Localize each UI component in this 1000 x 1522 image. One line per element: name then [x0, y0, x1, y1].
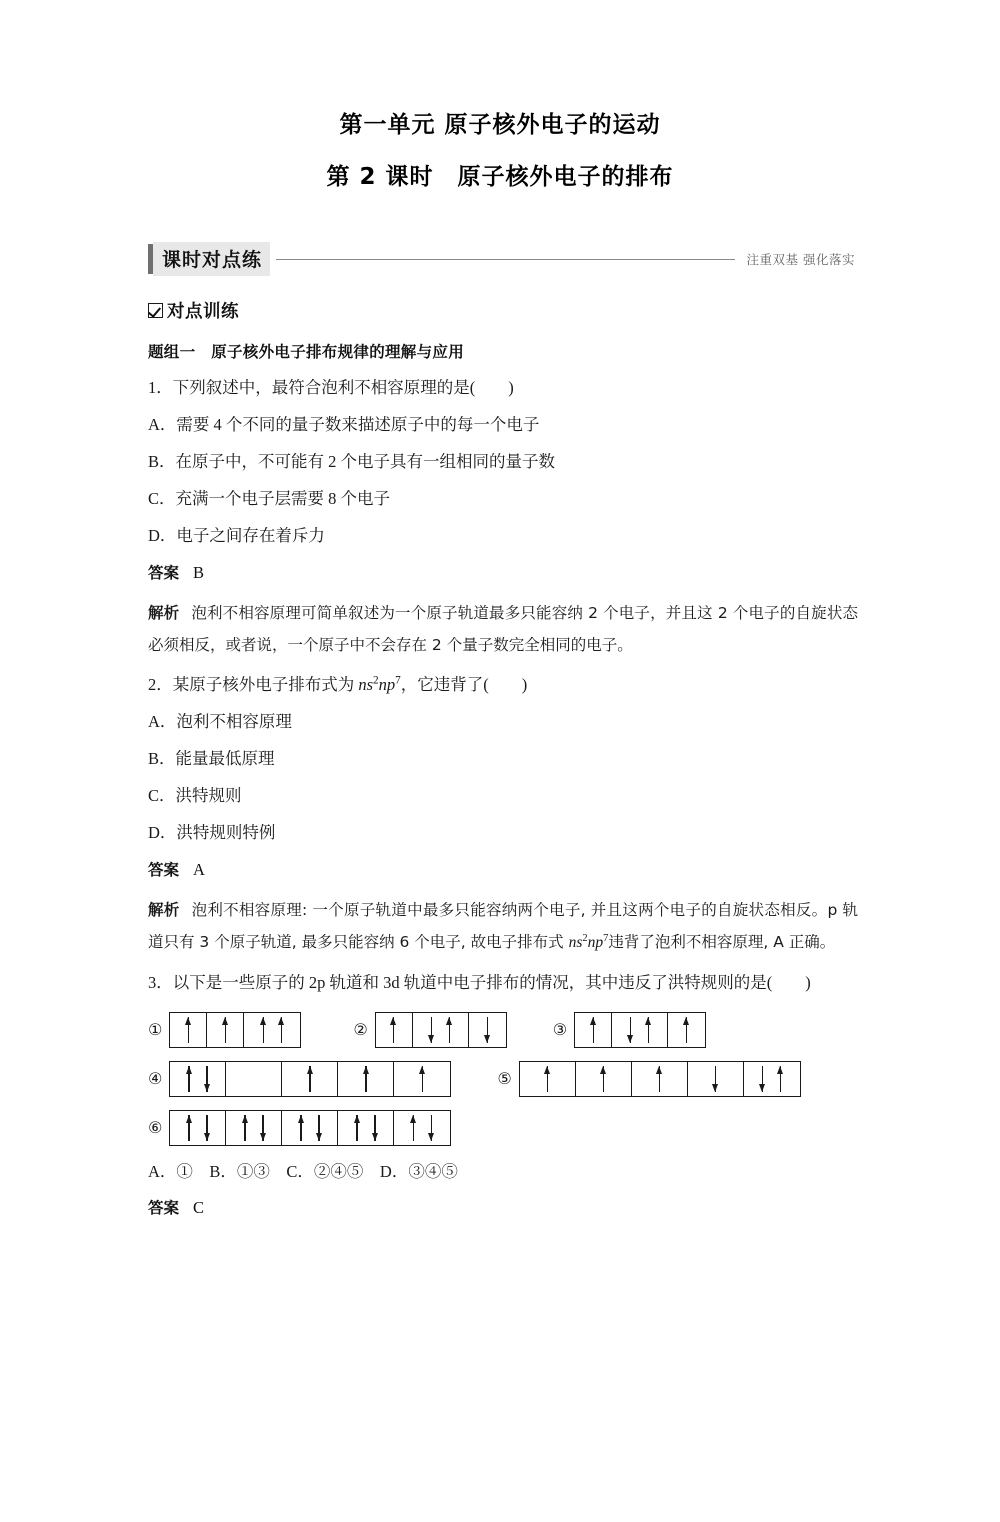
spin-down-arrow-icon — [711, 1066, 720, 1092]
page-title-block — [0, 108, 1000, 194]
checked-box-icon — [148, 303, 163, 318]
spin-down-arrow-icon — [314, 1115, 323, 1141]
answer-label: 答案 — [148, 564, 180, 583]
orbital-box — [469, 1013, 506, 1047]
orbital-box — [520, 1062, 576, 1096]
question-2-answer — [148, 857, 858, 883]
question-2-stem-suffix: ，它违背了( ) — [400, 674, 528, 694]
section-motto: 注重双基 强化落实 — [746, 252, 855, 267]
orbital-box — [170, 1062, 226, 1096]
lesson-title: 第 2 课时 原子核外电子的排布 — [326, 163, 674, 190]
section-title: 课时对点练 — [153, 242, 270, 276]
orbital-diagram-4 — [148, 1061, 451, 1097]
orbital-box — [282, 1111, 338, 1145]
answer-value: B — [193, 563, 205, 583]
question-1-option-b: B．在原子中，不可能有 2 个电子具有一组相同的量子数 — [148, 452, 556, 472]
spin-up-arrow-icon — [277, 1017, 286, 1043]
spin-up-arrow-icon — [599, 1066, 608, 1092]
orbital-diagram-row-3 — [148, 1110, 858, 1146]
question-2 — [148, 672, 858, 960]
orbital-diagram-row-1 — [148, 1012, 858, 1048]
question-2-option-d: D．洪特规则特例 — [148, 823, 276, 843]
orbital-diagram-1-label: ① — [148, 1020, 163, 1039]
orbital-box — [394, 1062, 450, 1096]
orbital-diagram-6-label: ⑥ — [148, 1118, 163, 1137]
orbital-box — [338, 1111, 394, 1145]
answer-label: 答案 — [148, 861, 180, 880]
orbital-box — [576, 1062, 632, 1096]
question-3-answer — [148, 1195, 858, 1221]
spin-down-arrow-icon — [758, 1066, 767, 1092]
question-3 — [148, 970, 858, 1221]
solution-text: 泡利不相容原理可简单叙述为一个原子轨道最多只能容纳 2 个电子，并且这 2 个电子的自旋状态必须相反，或者说，一个原子中不会存在 2 个量子数完全相同的电子。 — [148, 603, 858, 655]
spin-up-arrow-icon — [221, 1017, 230, 1043]
spin-down-arrow-icon — [202, 1066, 211, 1092]
question-1-answer — [148, 560, 858, 586]
spin-down-arrow-icon — [483, 1017, 492, 1043]
orbital-diagram-6 — [148, 1110, 451, 1146]
spin-up-arrow-icon — [184, 1115, 193, 1141]
orbital-box — [413, 1013, 469, 1047]
spin-up-arrow-icon — [305, 1066, 314, 1092]
orbital-boxes-5 — [519, 1061, 801, 1097]
orbital-box — [226, 1111, 282, 1145]
orbital-diagram-5-label: ⑤ — [497, 1069, 512, 1088]
orbital-box — [282, 1062, 338, 1096]
spin-up-arrow-icon — [184, 1066, 193, 1092]
question-3-choices: A．① B．①③ C．②④⑤ D．③④⑤ — [148, 1161, 458, 1181]
orbital-diagram-area — [148, 1012, 858, 1146]
orbital-box — [207, 1013, 244, 1047]
orbital-box — [612, 1013, 668, 1047]
solution-electron-configuration: $ns^2np^7$ — [568, 933, 609, 952]
question-2-stem — [148, 672, 858, 698]
spin-down-arrow-icon — [202, 1115, 211, 1141]
worksheet-page — [0, 108, 1000, 1522]
question-1-stem: 1．下列叙述中，最符合泡利不相容原理的是( ) — [148, 378, 514, 397]
orbital-diagram-3-label: ③ — [552, 1020, 568, 1039]
spin-up-arrow-icon — [361, 1066, 370, 1092]
orbital-box — [394, 1111, 450, 1145]
orbital-box — [338, 1062, 394, 1096]
subsection-label: 对点训练 — [167, 302, 239, 322]
spin-up-arrow-icon — [418, 1066, 427, 1092]
spin-up-arrow-icon — [352, 1115, 361, 1141]
answer-label: 答案 — [148, 1199, 180, 1218]
orbital-box — [632, 1062, 688, 1096]
spin-up-arrow-icon — [259, 1017, 268, 1043]
question-3-stem: 3．以下是一些原子的 2p 轨道和 3d 轨道中电子排布的情况，其中违反了洪特规则的是( ) — [148, 972, 811, 992]
orbital-boxes-3 — [574, 1012, 706, 1048]
orbital-box — [688, 1062, 744, 1096]
spin-up-arrow-icon — [776, 1066, 785, 1092]
spin-up-arrow-icon — [644, 1017, 653, 1043]
spin-down-arrow-icon — [427, 1115, 436, 1141]
orbital-boxes-6 — [169, 1110, 451, 1146]
orbital-boxes-2 — [375, 1012, 507, 1048]
spin-up-arrow-icon — [445, 1017, 454, 1043]
question-2-option-b: B．能量最低原理 — [148, 749, 275, 769]
spin-down-arrow-icon — [370, 1115, 379, 1141]
question-1-solution — [148, 597, 858, 662]
solution-label: 解析 — [148, 603, 180, 622]
orbital-box — [170, 1013, 207, 1047]
spin-up-arrow-icon — [589, 1017, 598, 1043]
answer-value: A — [193, 860, 205, 880]
spin-down-arrow-icon — [626, 1017, 635, 1043]
subsection-heading — [0, 298, 1000, 323]
unit-title: 第一单元 原子核外电子的运动 — [339, 112, 661, 138]
orbital-diagram-5 — [497, 1061, 800, 1097]
orbital-boxes-1 — [169, 1012, 301, 1048]
solution-text-part2: 违背了泡利不相容原理, A 正确。 — [608, 933, 836, 952]
exercise-content — [0, 340, 1000, 1221]
orbital-boxes-4 — [169, 1061, 451, 1097]
orbital-box — [376, 1013, 413, 1047]
question-2-option-a: A．泡利不相容原理 — [148, 712, 292, 732]
spin-up-arrow-icon — [543, 1066, 552, 1092]
spin-up-arrow-icon — [184, 1017, 193, 1043]
question-1-option-d: D．电子之间存在着斥力 — [148, 526, 325, 546]
solution-label: 解析 — [148, 900, 180, 919]
spin-up-arrow-icon — [409, 1115, 418, 1141]
orbital-diagram-1 — [148, 1012, 301, 1048]
question-1 — [148, 375, 858, 662]
solution-text-part1: 泡利不相容原理: 一个原子轨道中最多只能容纳两个电子, 并且这两个电子的自旋状态相反。p 轨道只有 3 个原子轨道, 最多只能容纳 6 个电子, 故电子排布式 — [148, 900, 858, 952]
spin-down-arrow-icon — [258, 1115, 267, 1141]
answer-value: C — [193, 1198, 205, 1218]
orbital-diagram-row-2 — [148, 1061, 858, 1097]
spin-up-arrow-icon — [240, 1115, 249, 1141]
orbital-diagram-2-label: ② — [353, 1020, 368, 1039]
question-1-option-a: A．需要 4 个不同的量子数来描述原子中的每一个电子 — [148, 415, 540, 435]
question-group-heading: 题组一 原子核外电子排布规律的理解与应用 — [148, 343, 465, 361]
orbital-box — [575, 1013, 612, 1047]
orbital-box — [170, 1111, 226, 1145]
orbital-box — [668, 1013, 705, 1047]
spin-up-arrow-icon — [655, 1066, 664, 1092]
question-2-stem-prefix: 2．某原子核外电子排布式为 — [148, 674, 359, 694]
orbital-box — [744, 1062, 800, 1096]
spin-up-arrow-icon — [389, 1017, 398, 1043]
spin-up-arrow-icon — [682, 1017, 691, 1043]
section-band — [0, 242, 1000, 276]
question-2-electron-configuration: $ns^2np^7$ — [358, 674, 401, 694]
spin-down-arrow-icon — [427, 1017, 436, 1043]
question-2-solution — [148, 894, 858, 960]
orbital-diagram-2 — [353, 1012, 506, 1048]
question-2-option-c: C．洪特规则 — [148, 786, 242, 806]
orbital-box — [244, 1013, 300, 1047]
spin-up-arrow-icon — [296, 1115, 305, 1141]
band-divider — [276, 259, 735, 260]
orbital-box-empty — [226, 1062, 282, 1096]
orbital-diagram-3 — [553, 1012, 706, 1048]
orbital-diagram-4-label: ④ — [148, 1069, 163, 1088]
question-1-option-c: C．充满一个电子层需要 8 个电子 — [148, 489, 391, 509]
